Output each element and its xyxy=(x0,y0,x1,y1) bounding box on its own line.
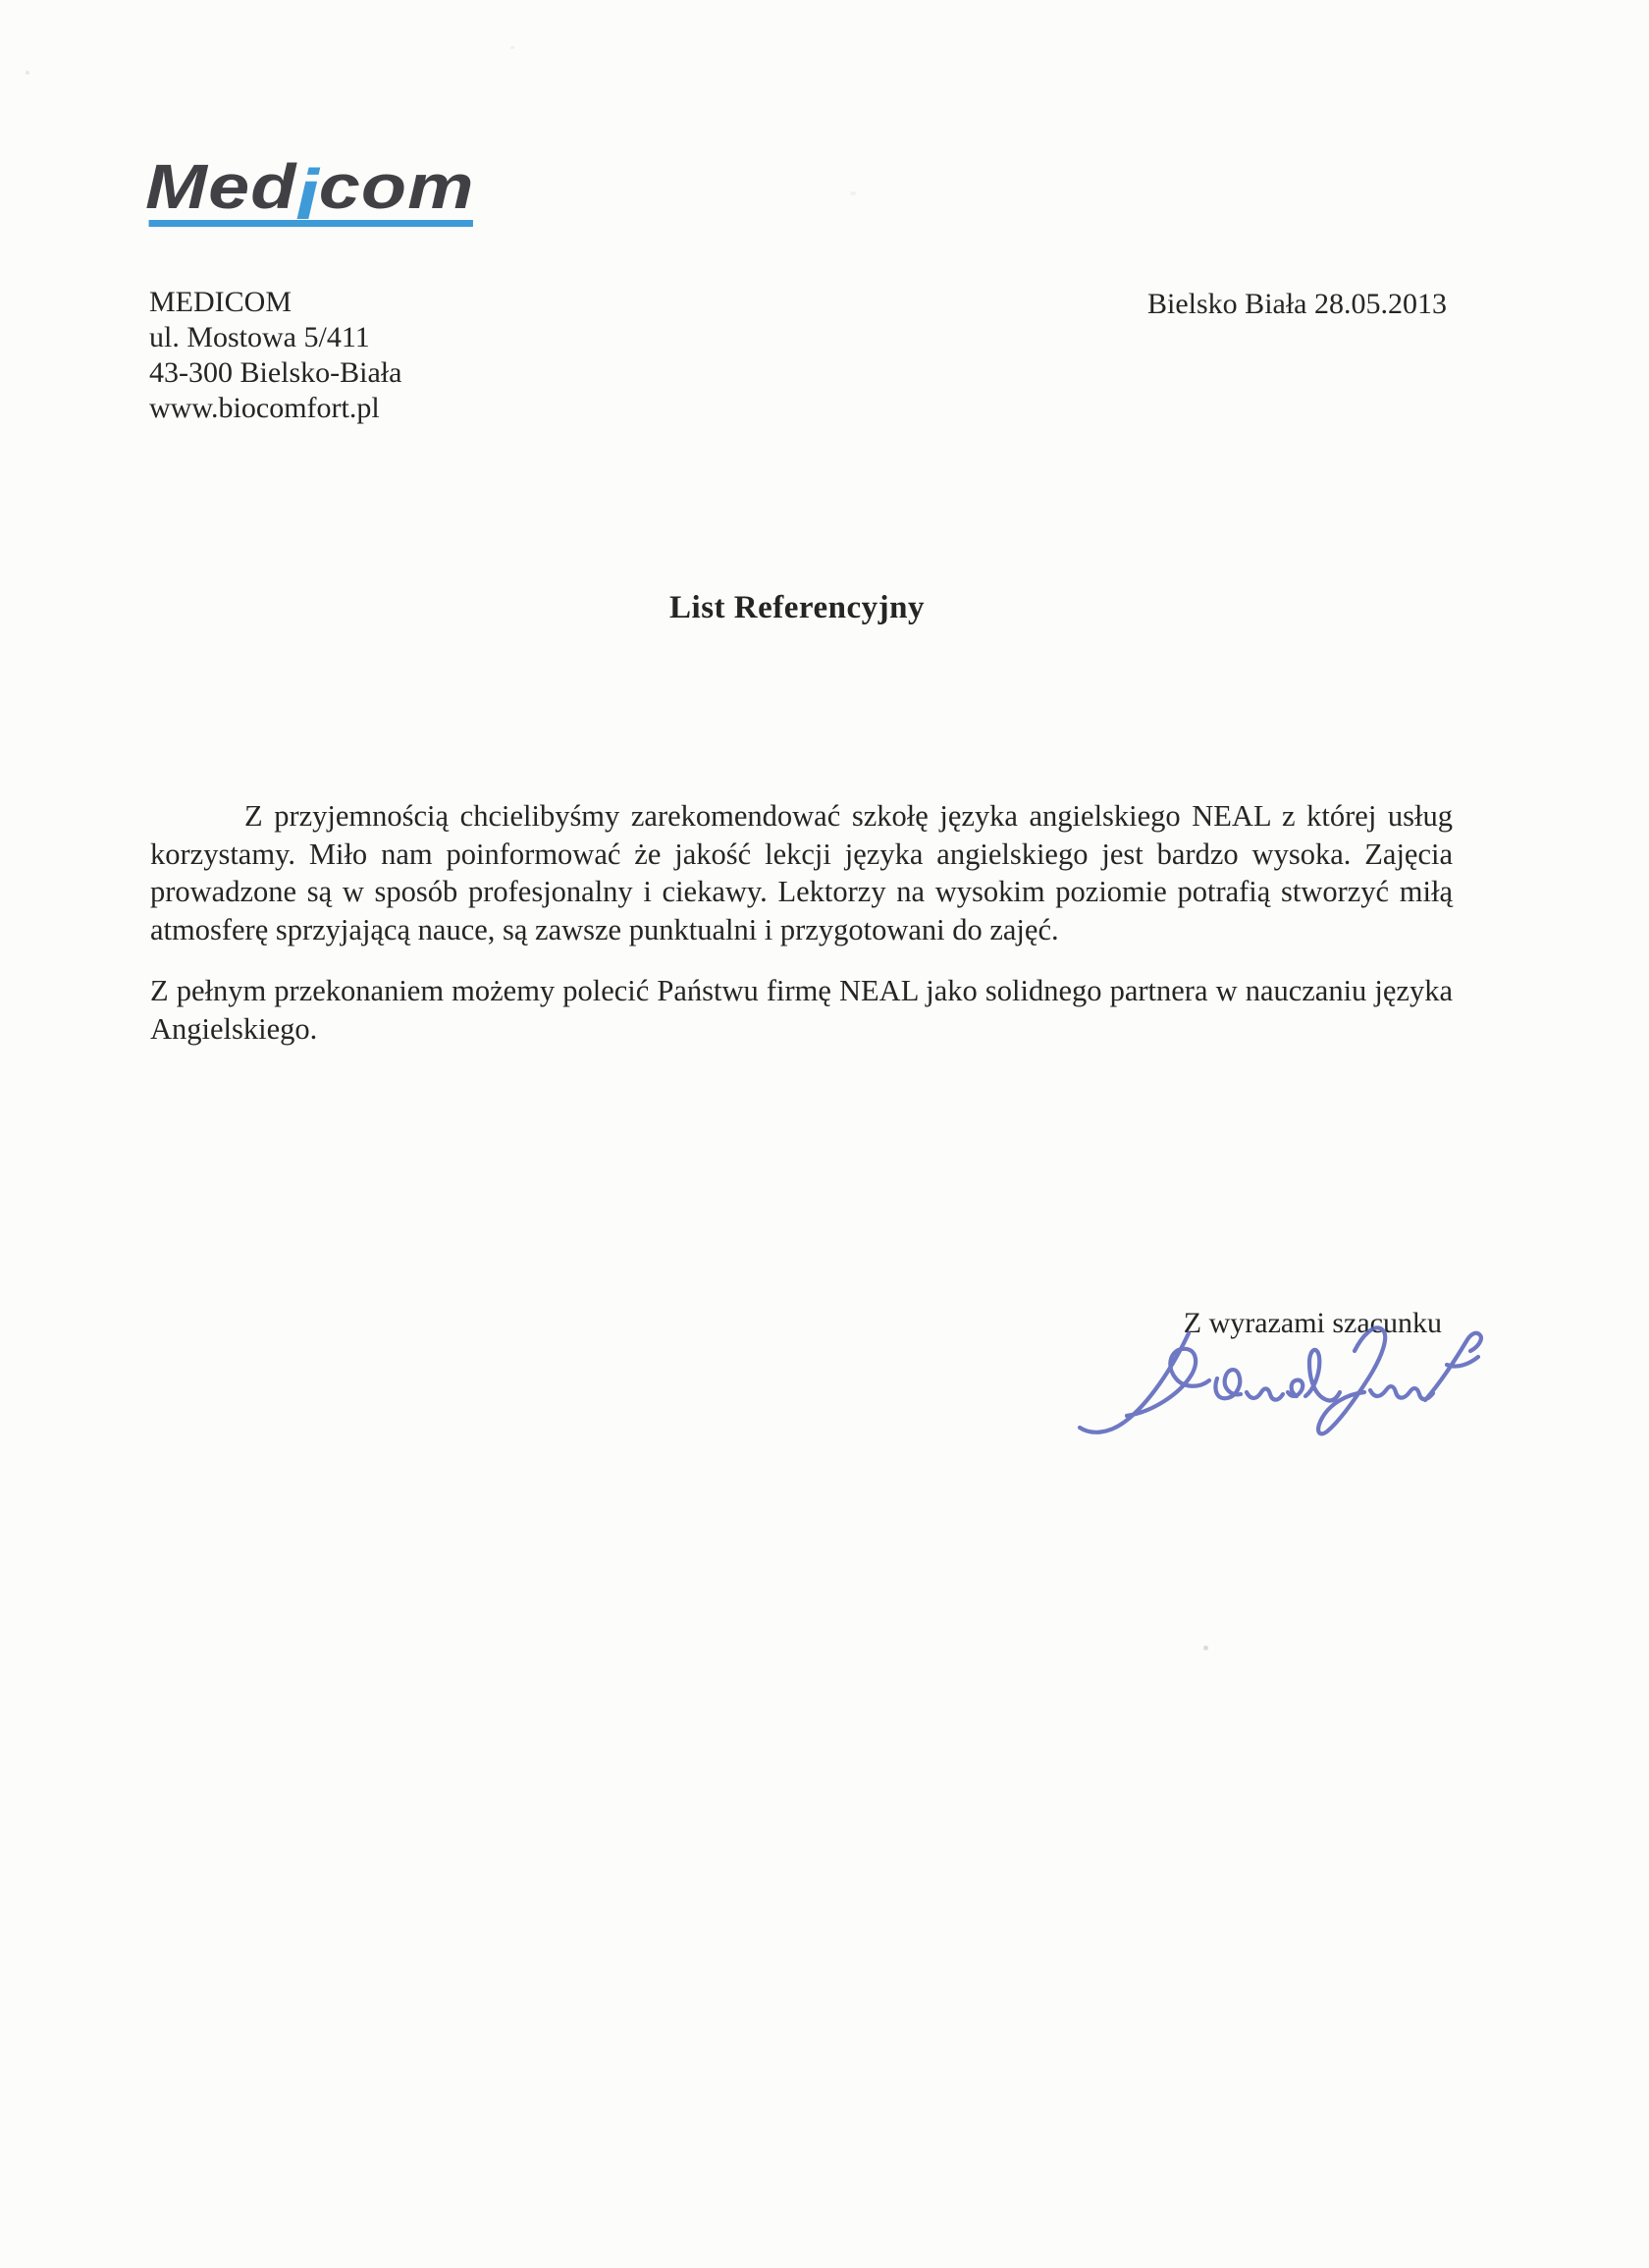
sender-address-block xyxy=(149,285,401,426)
logo-part-med: Med xyxy=(145,151,297,222)
signature-ink-strokes xyxy=(1080,1327,1481,1433)
paragraph-recommendation: Z przyjemnością chcielibyśmy zarekomendować szkołę języka angielskiego NEAL z której usług korzystamy. Miło nam poinformować że jakość lekcji języka angielskiego jest bardzo wysoka. Zajęcia prowadzone są w sposób profesjonalny i ciekawy. Lektorzy na wysokim poziomie potrafią stworzyć miłą atmosferę sprzyjającą nauce, są zawsze punktualni i przygotowani do zajęć. xyxy=(150,799,1453,946)
handwritten-signature xyxy=(1070,1318,1512,1499)
logo-part-i: i xyxy=(295,154,321,235)
letter-body xyxy=(150,797,1453,1048)
scan-speck xyxy=(26,71,29,75)
scan-speck xyxy=(1203,1646,1208,1650)
logo-part-com: com xyxy=(318,151,475,222)
place-and-date: Bielsko Biała 28.05.2013 xyxy=(1147,288,1447,320)
medicom-logo-text xyxy=(145,151,475,235)
sender-street: ul. Mostowa 5/411 xyxy=(149,321,370,353)
sender-website: www.biocomfort.pl xyxy=(149,392,380,424)
sender-name: MEDICOM xyxy=(149,286,293,318)
sender-city: 43-300 Bielsko-Biała xyxy=(149,356,402,389)
scan-speck xyxy=(510,46,514,49)
closing-salutation: Z wyrazami szacunku xyxy=(1183,1307,1442,1339)
medicom-logo xyxy=(145,151,475,235)
paragraph-conclusion: Z pełnym przekonaniem możemy polecić Państwu firmę NEAL jako solidnego partnera w nauczaniu języka Angielskiego. xyxy=(150,974,1453,1046)
scan-speck xyxy=(850,191,856,195)
letter-title: List Referencyjny xyxy=(669,590,925,625)
